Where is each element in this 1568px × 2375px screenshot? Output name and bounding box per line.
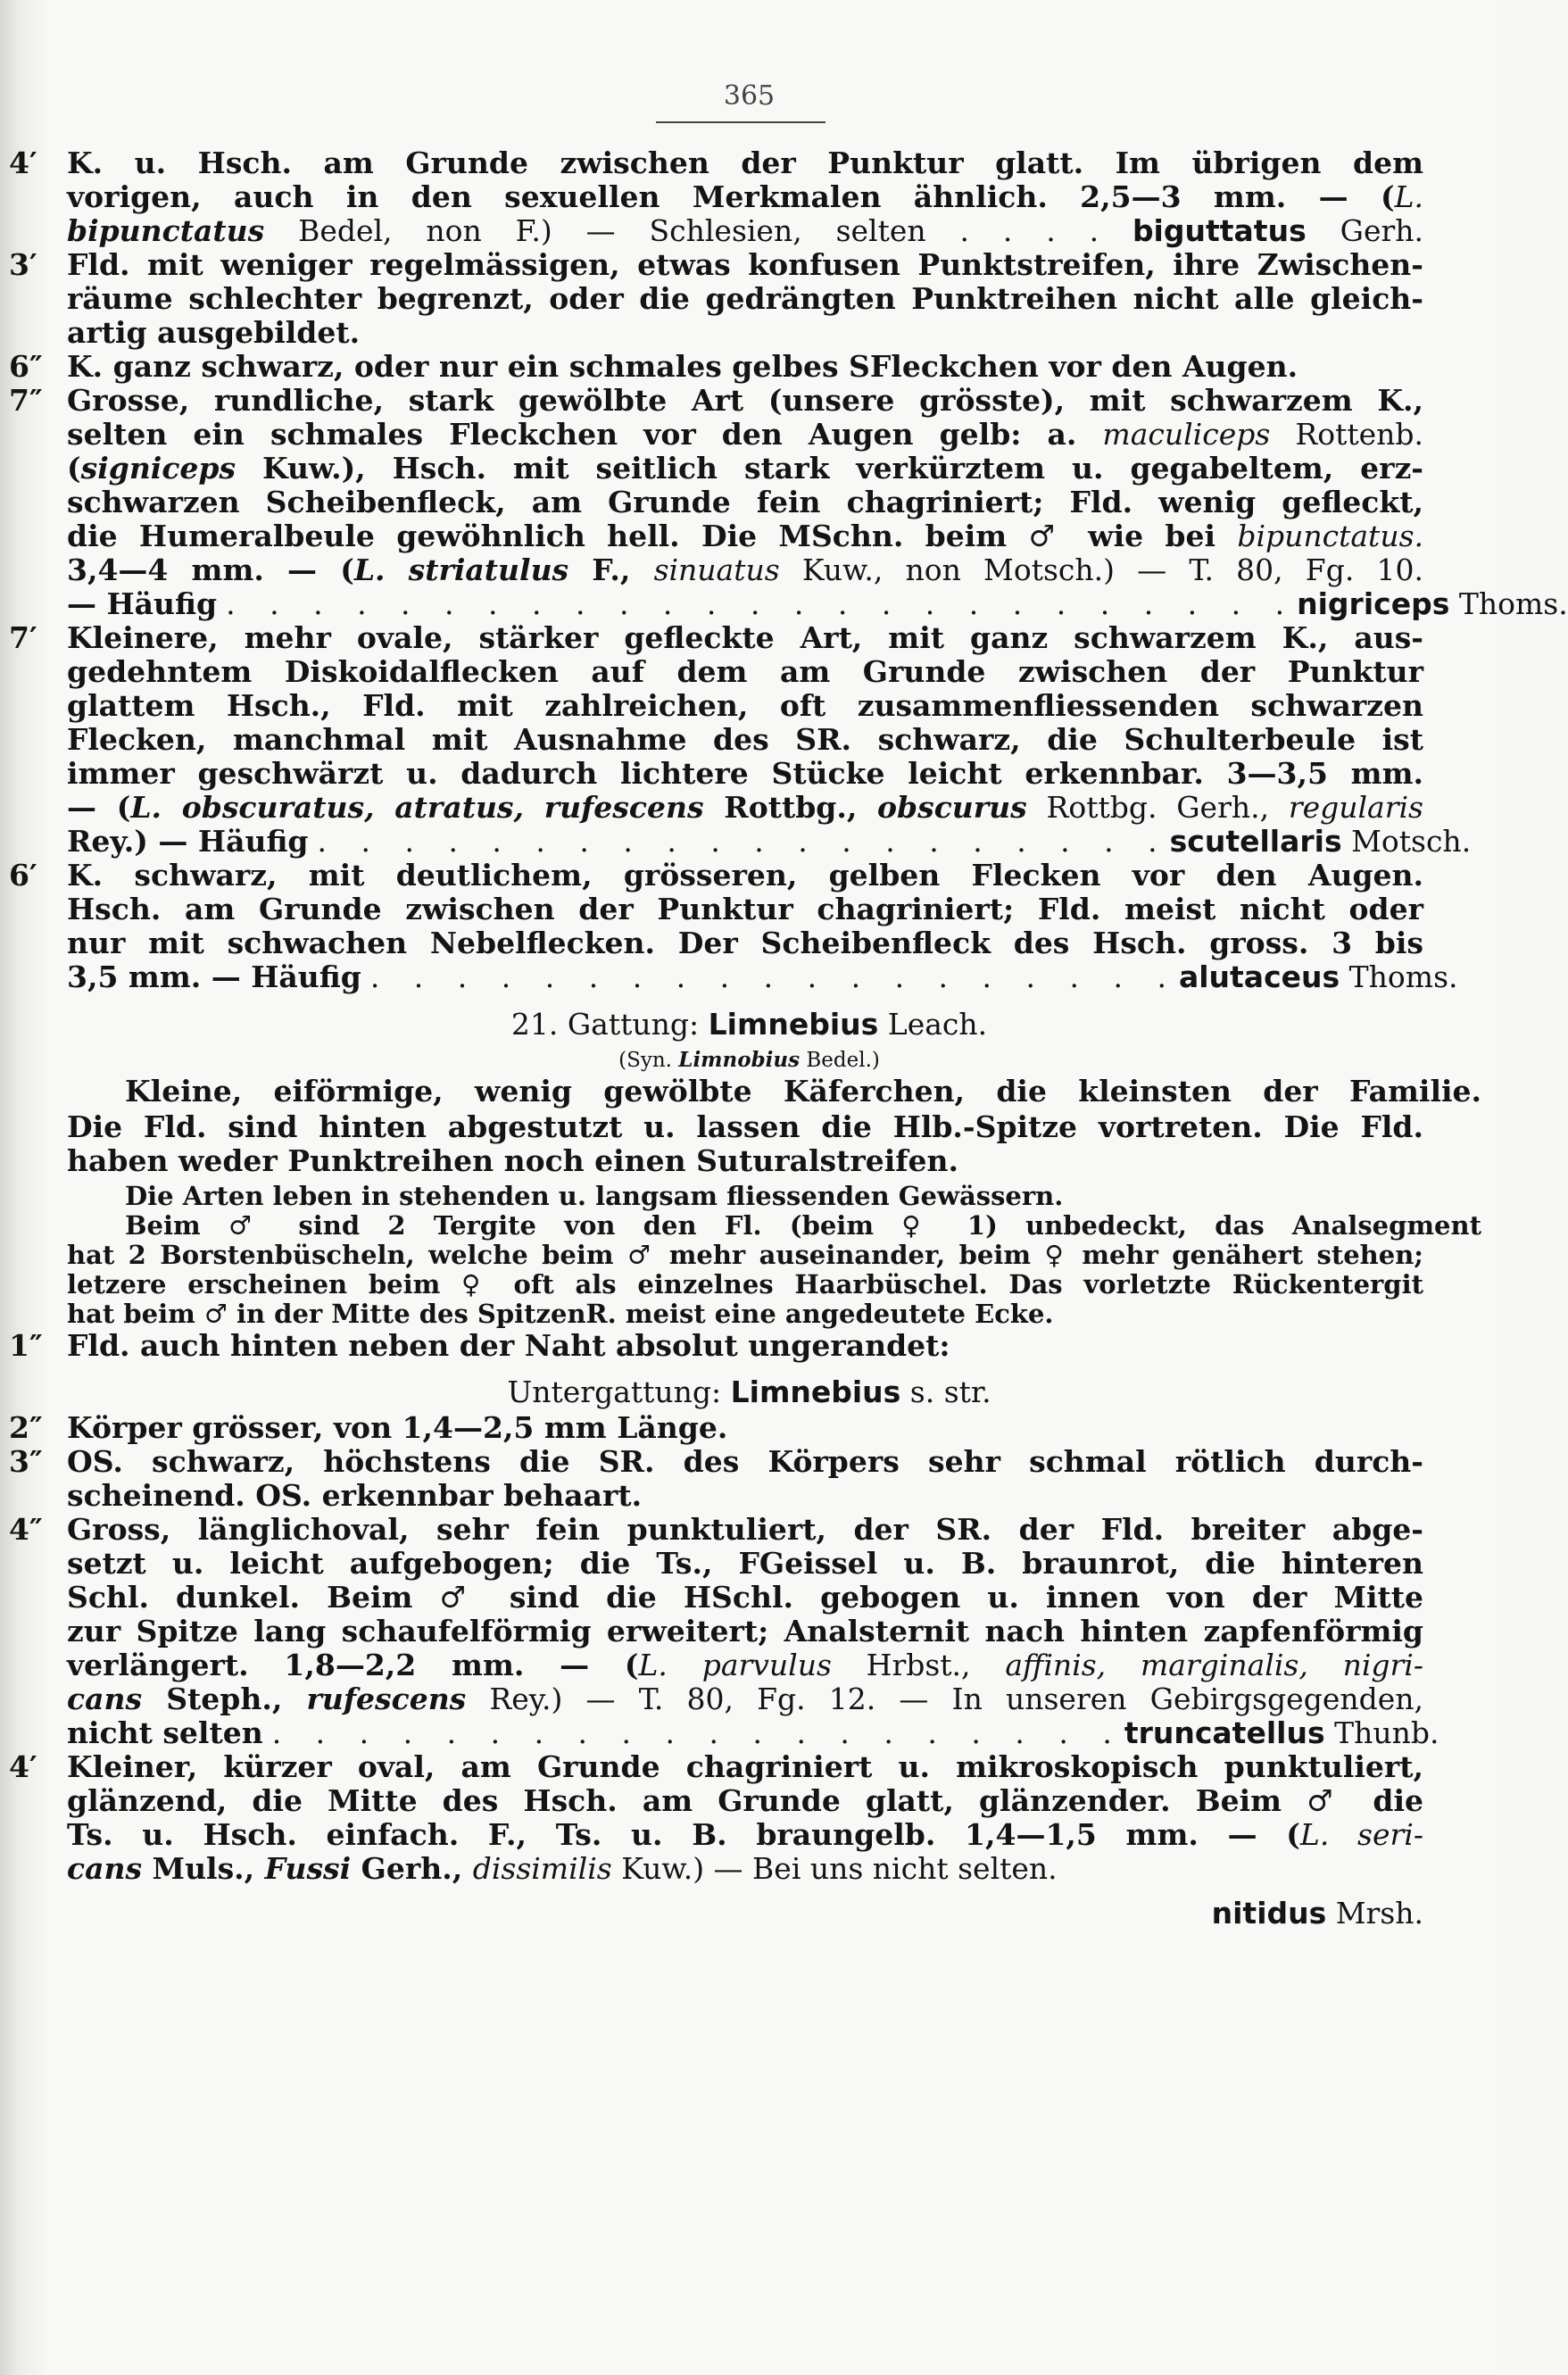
line-text: [125, 1074, 1481, 1109]
key-number: 7′: [9, 620, 37, 655]
key-number: 6′: [9, 858, 37, 893]
text-segment: (: [67, 451, 81, 486]
text-segment: (Syn.: [618, 1049, 679, 1072]
text-segment: gedehntem Diskoidalflecken auf dem am Grunde zwischen der Punktur: [67, 654, 1423, 689]
text-segment: dissimilis: [472, 1851, 612, 1886]
text-segment: glattem Hsch., Fld. mit zahlreichen, oft zusammenfliessenden schwarzen: [67, 688, 1423, 723]
line-text: [67, 417, 1423, 453]
text-segment: verlängert. 1,8—2,2 mm. — (: [67, 1648, 639, 1682]
text-segment: cans: [67, 1851, 143, 1886]
text-segment: vorigen, auch in den sexuellen Merkmalen ähnlich. 2,5—3 mm. — (: [67, 179, 1395, 214]
line-text: [67, 1512, 1423, 1548]
line-text: [618, 1049, 880, 1072]
text-line: [9, 145, 1423, 181]
line-text: [67, 383, 1423, 419]
text-segment: hat 2 Borstenbüscheln, welche beim ♂ mehr auseinander, beim ♀ mehr genähert stehen;: [67, 1240, 1423, 1270]
line-text: [511, 1007, 987, 1042]
line-text: [67, 1614, 1423, 1649]
text-segment: selten ein schmales Fleckchen vor den Augen gelb: a.: [67, 417, 1103, 452]
line-text: [67, 824, 309, 859]
text-segment: Rottenb.: [1270, 417, 1423, 452]
text-line: [67, 1817, 1423, 1853]
line-text: [67, 1715, 263, 1751]
text-segment: K. ganz schwarz, oder nur ein schmales gelbes SFleckchen vor den Augen.: [67, 349, 1298, 384]
line-text: [67, 1109, 1423, 1145]
species-author: Thoms.: [1340, 959, 1458, 994]
text-segment: K. u. Hsch. am Grunde zwischen der Punktur glatt. Im übrigen dem: [67, 145, 1423, 180]
line-text: [67, 1682, 1423, 1717]
text-segment: 3,5 mm. — Häufig: [67, 959, 361, 994]
text-line: [67, 824, 1472, 859]
text-segment: Kleinere, mehr ovale, stärker gefleckte Art, mit ganz schwarzem K., aus-: [67, 620, 1423, 655]
text-segment: schwarzen Scheibenfleck, am Grunde fein chagriniert; Fld. wenig gefleckt,: [67, 485, 1423, 519]
line-text: [67, 145, 1423, 181]
text-segment: Flecken, manchmal mit Ausnahme des SR. schwarz, die Schulterbeule ist: [67, 722, 1423, 757]
line-text: [125, 1181, 1063, 1211]
header-rule: [656, 121, 825, 123]
text-segment: Hrbst.,: [831, 1648, 1006, 1682]
text-segment: L.: [1394, 179, 1423, 214]
text-segment: Bedel.): [800, 1049, 880, 1072]
text-line: [67, 519, 1423, 554]
text-line: [67, 1478, 1423, 1514]
key-number: 4″: [9, 1512, 43, 1547]
text-segment: Die Arten leben in stehenden u. langsam fliessenden Gewässern.: [125, 1181, 1064, 1211]
text-segment: L. parvulus: [638, 1648, 832, 1682]
taxon-name: biguttatus: [1132, 213, 1307, 248]
text-segment: L. obscuratus, atratus, rufescens: [130, 790, 704, 825]
line-text: [67, 959, 361, 995]
text-line: [9, 383, 1423, 419]
leader-dots: . . . . . . . . . . . . . . . . . . . . . . . . .: [226, 586, 1298, 621]
line-text: [67, 586, 217, 622]
text-line: [67, 1614, 1423, 1649]
line-text: [507, 1374, 991, 1409]
species-epithet: scutellaris: [1169, 824, 1342, 859]
text-segment: räume schlechter begrenzt, oder die gedrängten Punktreihen nicht alle gleich-: [67, 281, 1423, 316]
key-number: 3″: [9, 1444, 43, 1479]
text-segment: Fld. auch hinten neben der Naht absolut ungerandet:: [67, 1328, 950, 1363]
text-segment: zur Spitze lang schaufelförmig erweitert; Analsternit nach hinten zapfenförmig: [67, 1614, 1423, 1648]
text-line: [9, 1512, 1423, 1548]
text-line: [0, 1042, 1498, 1078]
line-text: [67, 1851, 1058, 1886]
text-line: [67, 790, 1423, 826]
line-text: [67, 1328, 950, 1363]
text-line: [9, 349, 1423, 385]
text-line: [67, 1682, 1423, 1717]
text-segment: Rey.) — Häufig: [67, 824, 309, 859]
text-line: [67, 213, 1423, 249]
text-segment: Gerh.,: [351, 1851, 473, 1886]
text-segment: Limnobius: [678, 1048, 801, 1072]
text-line: [9, 247, 1423, 283]
text-line: [67, 1580, 1423, 1615]
text-line: [9, 1444, 1423, 1480]
text-line: [0, 1374, 1498, 1410]
line-text: [67, 722, 1423, 758]
text-line: [9, 1328, 1423, 1364]
text-segment: Fussi: [264, 1851, 352, 1886]
text-segment: Kuw.) — Bei uns nicht selten.: [611, 1851, 1058, 1886]
text-segment: letzere erscheinen beim ♀ oft als einzelnes Haarbüschel. Das vorletzte Rückentergit: [67, 1269, 1423, 1300]
text-segment: Untergattung:: [507, 1374, 731, 1409]
text-segment: Körper grösser, von 1,4—2,5 mm Länge.: [67, 1410, 728, 1445]
text-segment: Kuw.), Hsch. mit seitlich stark verkürztem u. gegabeltem, erz-: [236, 451, 1423, 486]
text-line: [9, 1749, 1423, 1785]
species-name: [1170, 824, 1472, 859]
text-line: [67, 959, 1458, 995]
key-number: 4′: [9, 1749, 37, 1784]
text-segment: 3,4—4 mm. — (: [67, 552, 354, 587]
text-segment: Grosse, rundliche, stark gewölbte Art (unsere grösste), mit schwarzem K.,: [67, 383, 1423, 418]
text-segment: regularis: [1288, 790, 1423, 825]
text-line: [67, 722, 1423, 758]
text-segment: setzt u. leicht aufgebogen; die Ts., FGeissel u. B. braunrot, die hinteren: [67, 1546, 1423, 1581]
text-line: [67, 1109, 1423, 1145]
line-text: [67, 756, 1423, 792]
line-text: [67, 1817, 1423, 1853]
text-line: [125, 1074, 1481, 1109]
text-segment: cans: [67, 1682, 143, 1716]
line-text: [1212, 1896, 1423, 1931]
text-segment: Rottbg. Gerh.,: [1026, 790, 1289, 825]
text-segment: Gerh.: [1306, 213, 1423, 248]
text-segment: Leach.: [878, 1007, 988, 1042]
text-segment: Rottbg.,: [703, 790, 878, 825]
text-segment: Hsch. am Grunde zwischen der Punktur chagriniert; Fld. meist nicht oder: [67, 892, 1423, 926]
text-segment: Fld. mit weniger regelmässigen, etwas konfusen Punktstreifen, ihre Zwischen-: [67, 247, 1423, 282]
text-line: [67, 179, 1423, 215]
species-epithet: truncatellus: [1124, 1715, 1325, 1750]
line-text: [67, 451, 1423, 486]
text-segment: Die Fld. sind hinten abgestutzt u. lassen die Hlb.-Spitze vortreten. Die Fld.: [67, 1109, 1423, 1144]
text-line: [67, 586, 1568, 622]
text-segment: Muls.,: [142, 1851, 265, 1886]
text-segment: Kleine, eiförmige, wenig gewölbte Käferchen, die kleinsten der Familie.: [125, 1074, 1481, 1109]
species-author: Thoms.: [1449, 586, 1568, 621]
line-text: [67, 349, 1298, 384]
key-number: 7″: [9, 383, 43, 418]
text-segment: scheinend. OS. erkennbar behaart.: [67, 1478, 643, 1513]
line-text: [67, 247, 1423, 283]
text-line: [67, 1851, 1423, 1887]
text-line: [67, 315, 1423, 351]
line-text: [67, 213, 1423, 249]
text-segment: s. str.: [900, 1374, 991, 1409]
text-line: [9, 1410, 1423, 1446]
text-segment: F.,: [568, 552, 654, 587]
leader-dots: . . . . . . . . . . . . . . . . . . . .: [317, 824, 1170, 859]
text-segment: Mrsh.: [1326, 1896, 1423, 1931]
text-line: [67, 281, 1423, 317]
text-segment: Steph.,: [142, 1682, 307, 1716]
species-author: Thunb.: [1324, 1715, 1439, 1750]
leader-dots: . . . . . . . . . . . . . . . . . . .: [369, 959, 1179, 994]
taxon-name: Limnebius: [730, 1374, 901, 1409]
text-segment: obscurus: [877, 790, 1027, 825]
text-line: [0, 1007, 1498, 1042]
text-segment: bipunctatus: [67, 213, 265, 248]
key-number: 4′: [9, 145, 37, 180]
taxon-name: Limnebius: [708, 1007, 879, 1042]
text-segment: L. seri-: [1299, 1817, 1423, 1852]
text-line: [67, 892, 1423, 927]
line-text: [67, 892, 1423, 927]
line-text: [67, 1580, 1423, 1615]
text-line: [67, 552, 1423, 588]
line-text: [67, 1444, 1423, 1480]
text-segment: artig ausgebildet.: [67, 315, 361, 350]
text-segment: OS. schwarz, höchstens die SR. des Körpers sehr schmal rötlich durch-: [67, 1444, 1423, 1479]
text-line: [9, 620, 1423, 656]
text-segment: immer geschwärzt u. dadurch lichtere Stücke leicht erkennbar. 3—3,5 mm.: [67, 756, 1423, 791]
line-text: [67, 552, 1423, 588]
text-line: [67, 1715, 1439, 1751]
text-segment: sinuatus: [653, 552, 780, 587]
page-number: 365: [723, 80, 776, 112]
text-segment: Schl. dunkel. Beim ♂ sind die HSchl. gebogen u. innen von der Mitte: [67, 1580, 1423, 1615]
text-segment: rufescens: [306, 1682, 467, 1716]
line-text: [67, 1478, 642, 1513]
species-epithet: alutaceus: [1178, 959, 1340, 994]
key-number: 1″: [9, 1328, 43, 1363]
species-name: [1179, 959, 1458, 995]
text-segment: glänzend, die Mitte des Hsch. am Grunde glatt, glänzender. Beim ♂ die: [67, 1783, 1423, 1818]
text-segment: Ts. u. Hsch. einfach. F., Ts. u. B. braungelb. 1,4—1,5 mm. — (: [67, 1817, 1300, 1852]
text-segment: affinis, marginalis, nigri-: [1005, 1648, 1423, 1682]
text-segment: Kuw., non Motsch.) — T. 80, Fg. 10.: [779, 552, 1423, 587]
line-text: [67, 1783, 1423, 1819]
line-text: [67, 519, 1423, 554]
line-text: [67, 620, 1423, 656]
text-line: [67, 926, 1423, 961]
line-text: [67, 485, 1423, 520]
line-text: [67, 1749, 1423, 1785]
text-line: [67, 688, 1423, 724]
species-name: [1124, 1715, 1439, 1751]
species-epithet: nigriceps: [1297, 586, 1450, 621]
taxon-name: nitidus: [1211, 1896, 1327, 1931]
species-name: [1297, 586, 1568, 622]
text-line: [67, 417, 1423, 453]
line-text: [67, 179, 1423, 215]
text-segment: nur mit schwachen Nebelflecken. Der Scheibenfleck des Hsch. gross. 3 bis: [67, 926, 1423, 960]
text-line: [67, 756, 1423, 792]
line-text: [67, 1143, 958, 1178]
line-text: [67, 1299, 1054, 1329]
text-segment: Bedel, non F.) — Schlesien, selten . . . .: [264, 213, 1132, 248]
text-segment: L. striatulus: [353, 552, 569, 587]
text-line: [67, 1648, 1423, 1683]
text-segment: haben weder Punktreihen noch einen Suturalstreifen.: [67, 1143, 958, 1178]
text-segment: — (: [67, 790, 131, 825]
key-number: 3′: [9, 247, 37, 282]
text-line: [67, 1783, 1423, 1819]
text-segment: — Häufig: [67, 586, 218, 621]
text-segment: maculiceps: [1102, 417, 1271, 452]
text-segment: Kleiner, kürzer oval, am Grunde chagriniert u. mikroskopisch punktuliert,: [67, 1749, 1423, 1784]
text-segment: bipunctatus.: [1237, 519, 1423, 553]
key-number: 6″: [9, 349, 43, 384]
key-number: 2″: [9, 1410, 43, 1445]
text-line: [67, 485, 1423, 520]
text-segment: die Humeralbeule gewöhnlich hell. Die MSchn. beim ♂ wie bei: [67, 519, 1238, 553]
line-text: [67, 688, 1423, 724]
text-line: [67, 451, 1423, 486]
text-segment: Beim ♂ sind 2 Tergite von den Fl. (beim ♀ 1) unbedeckt, das Analsegment: [125, 1210, 1481, 1241]
leader-dots: . . . . . . . . . . . . . . . . . . . .: [271, 1715, 1124, 1750]
text-line: [9, 858, 1423, 893]
species-author: Motsch.: [1341, 824, 1472, 859]
text-segment: nicht selten: [67, 1715, 263, 1750]
text-line: [67, 1296, 1423, 1332]
line-text: [67, 1648, 1423, 1683]
text-line: [67, 654, 1423, 690]
line-text: [67, 281, 1423, 317]
line-text: [67, 315, 360, 350]
line-text: [67, 654, 1423, 690]
line-text: [67, 1410, 727, 1445]
line-text: [67, 790, 1423, 826]
line-text: [67, 926, 1423, 961]
text-segment: signiceps: [80, 451, 236, 486]
text-line: [67, 1896, 1423, 1931]
text-segment: hat beim ♂ in der Mitte des SpitzenR. meist eine angedeutete Ecke.: [67, 1299, 1054, 1329]
text-line: [67, 1546, 1423, 1582]
text-segment: K. schwarz, mit deutlichem, grösseren, gelben Flecken vor den Augen.: [67, 858, 1423, 893]
text-segment: Rey.) — T. 80, Fg. 12. — In unseren Gebirgsgegenden,: [466, 1682, 1424, 1716]
line-text: [67, 858, 1423, 893]
line-text: [67, 1546, 1423, 1582]
text-line: [67, 1143, 1423, 1179]
text-segment: 21. Gattung:: [510, 1007, 709, 1042]
text-segment: Gross, länglichoval, sehr fein punktuliert, der SR. der Fld. breiter abge-: [67, 1512, 1423, 1547]
